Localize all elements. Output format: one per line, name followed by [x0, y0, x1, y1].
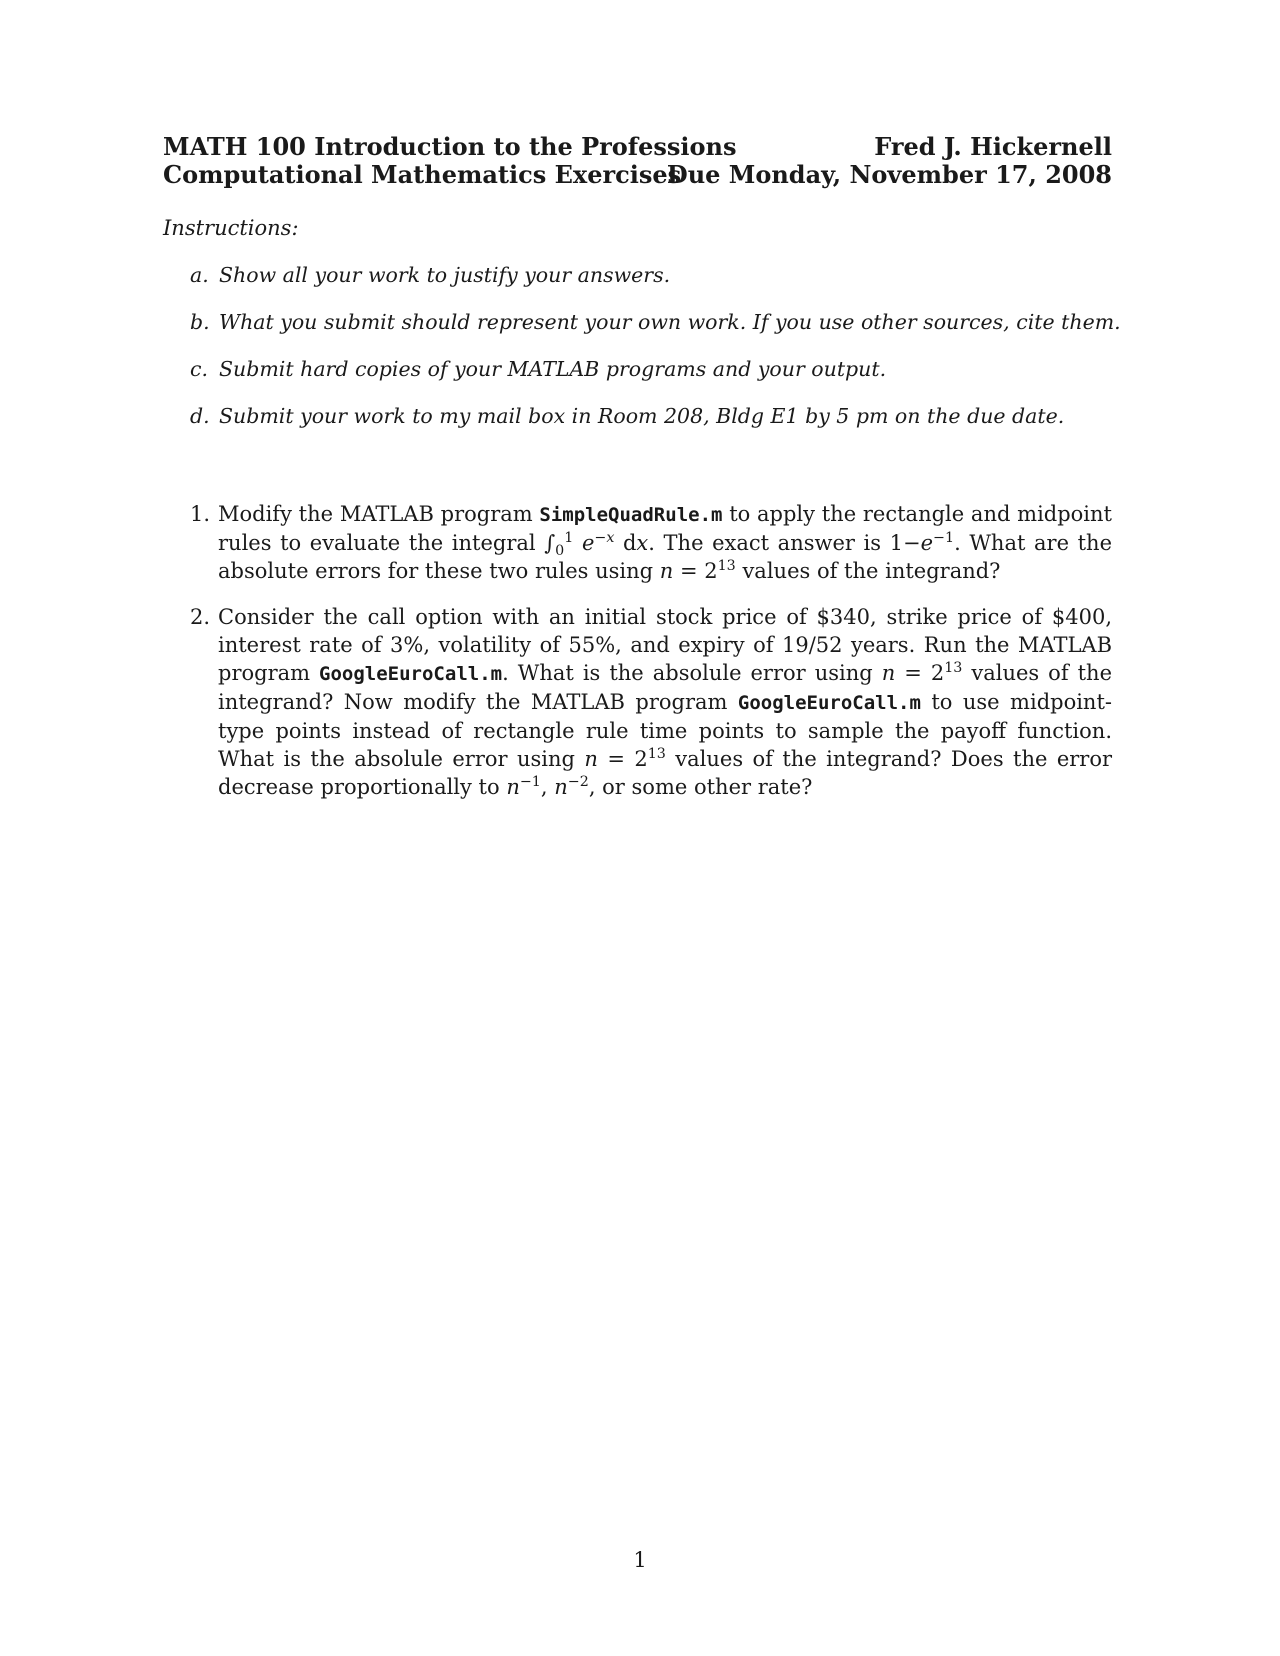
instruction-item [190, 403, 1130, 429]
instruction-label: b. [190, 310, 210, 334]
instruction-item [190, 309, 1130, 335]
instructions-heading: Instructions: [163, 216, 299, 240]
author-name: Fred J. Hickernell [874, 132, 1112, 161]
instruction-text: Submit your work to my mail box in Room 208, Bldg E1 by 5 pm on the due date. [219, 404, 1065, 428]
assignment-title: Computational Mathematics Exercises [163, 160, 682, 189]
code-filename: GoogleEuroCall.m [737, 692, 921, 714]
instruction-label: a. [190, 263, 209, 287]
page-number: 1 [633, 1548, 647, 1572]
math-expression: $n = 2^{13}$ [584, 746, 666, 771]
math-expression: $n = 2^{13}$ [659, 558, 736, 583]
problem-number: 2. [190, 605, 211, 629]
problem-number: 1. [190, 502, 211, 526]
instruction-item [190, 262, 1130, 288]
math-expression: $e^{-1}$ [920, 530, 955, 555]
math-expression: $n^{-1}$, $n^{-2}$ [506, 774, 589, 799]
problem-text: Modify the MATLAB program SimpleQuadRule.m to apply the rectangle and midpoint rules to evaluate the integral $\int_0^1$ $e^{-x}$ dx. The exact answer is $1-e^{-1}$. What are the absolute errors for these two rules using $n = 2^{13}$ values of the integrand? [218, 502, 1112, 583]
integral-expression: $\int_0^1$ $e^{-x}$ dx [544, 530, 649, 560]
instructions-list [190, 262, 1130, 450]
problem-text: Consider the call option with an initial stock price of $340, strike price of $400, interest rate of 3%, volatility of 55%, and expiry of 19/52 years. Run the MATLAB program GoogleEuroCall.m. What is the absolule error using $n = 2^{13}$ values of the integrand? Now modify the MATLAB program GoogleEuroCall.m to use midpoint-type points instead of rectangle rule time points to sample the payoff function. What is the absolule error using $n = 2^{13}$ values of the integrand? Does the error decrease proportionally to $n^{-1}$, $n^{-2}$, or some other rate? [218, 605, 1113, 799]
problem-item [190, 500, 1112, 585]
instruction-text: Submit hard copies of your MATLAB programs and your output. [219, 357, 887, 381]
instruction-text: Show all your work to justify your answers. [219, 263, 671, 287]
code-filename: GoogleEuroCall.m [319, 663, 503, 685]
instruction-text: What you submit should represent your own work. If you use other sources, cite them. [219, 310, 1121, 334]
math-expression: $n = 2^{13}$ [881, 660, 963, 685]
due-date: Due Monday, November 17, 2008 [666, 160, 1112, 189]
instruction-label: c. [190, 357, 208, 381]
code-filename: SimpleQuadRule.m [539, 504, 723, 526]
instruction-label: d. [190, 404, 210, 428]
instruction-item [190, 356, 1130, 382]
problem-item [190, 603, 1112, 801]
course-title: MATH 100 Introduction to the Professions [163, 132, 737, 161]
problem-list [190, 500, 1112, 819]
